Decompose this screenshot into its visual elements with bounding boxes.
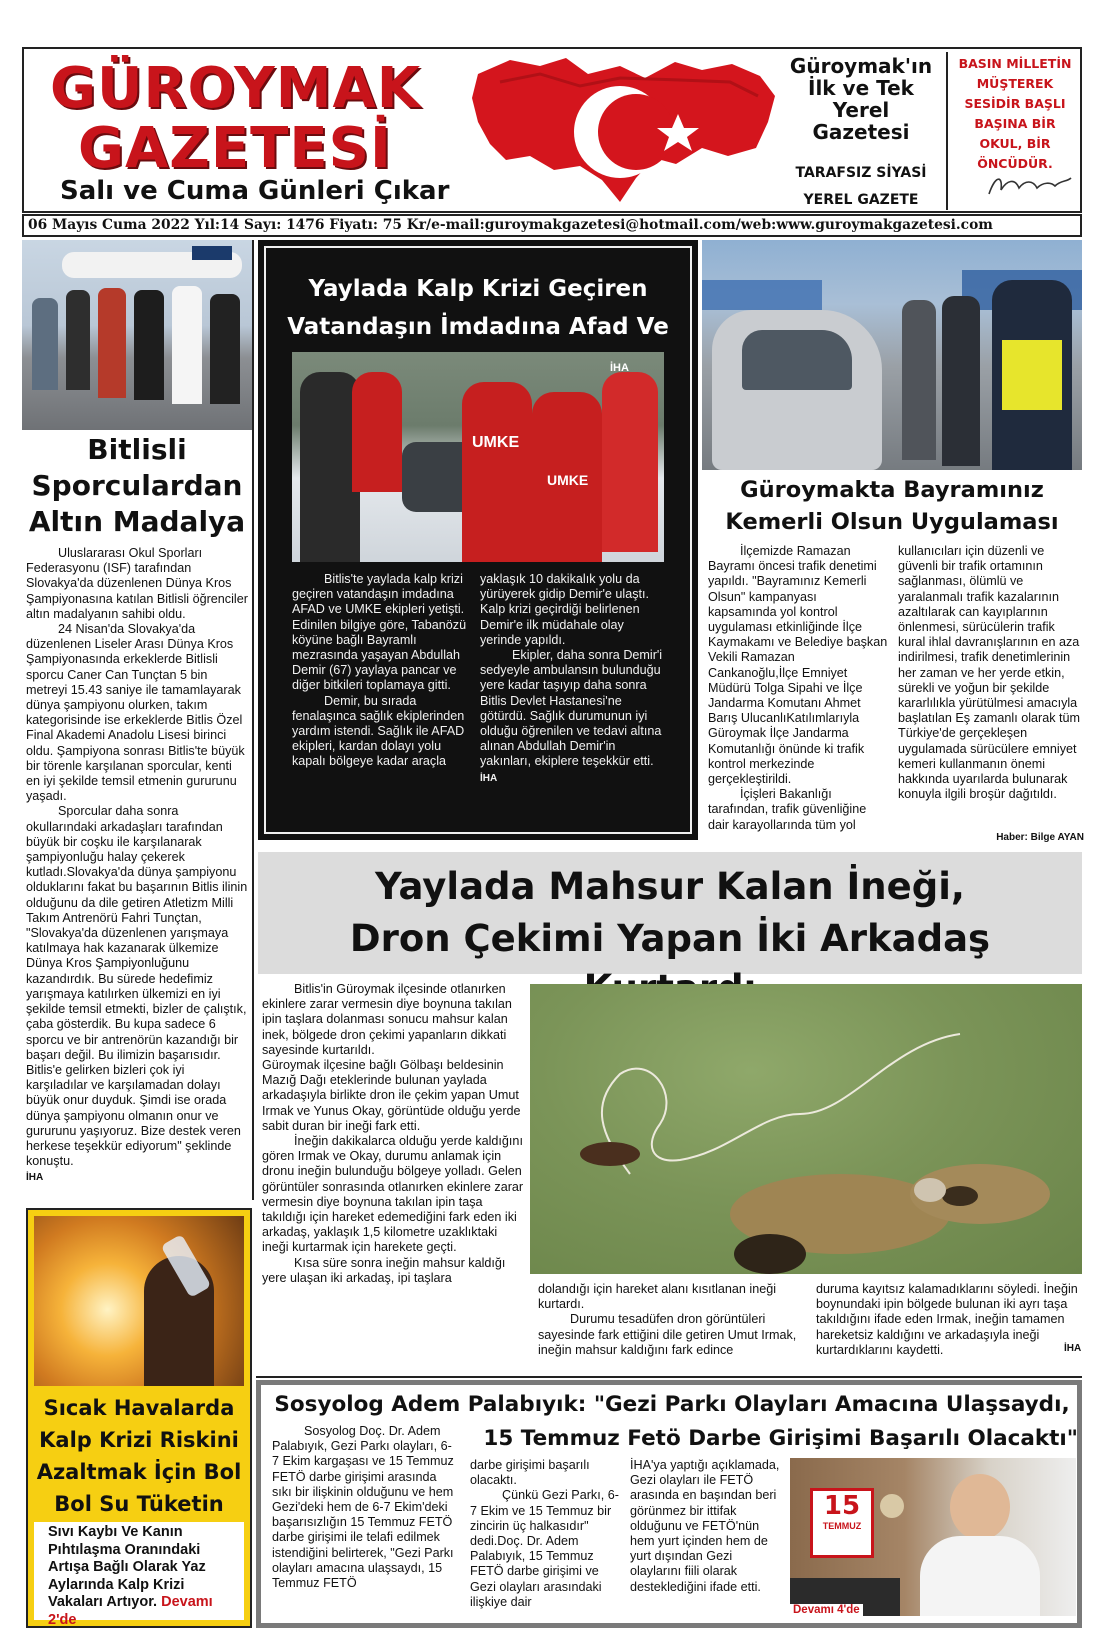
drone-paragraph: Kısa süre sonra ineğin mahsur kaldığı yere ulaşan iki arkadaş, ipi taşlara — [262, 1255, 506, 1285]
afad-rescue-photo — [292, 352, 664, 562]
afad-photo-credit: İHA — [610, 362, 629, 374]
afad-column-1 — [292, 572, 472, 770]
sociologist-column-3 — [630, 1458, 780, 1595]
ataturk-press-quote: BASIN MİLLETİN MÜŞTEREK SESİDİR BAŞLI BAŞINA BİR OKUL, BİR ÖNCÜDÜR. — [958, 56, 1072, 171]
july15-badge-number: 15 — [823, 1491, 861, 1521]
drone-paragraph: dolandığı için hareket alanı kısıtlanan ineği kurtardı. — [538, 1282, 777, 1312]
drone-paragraph: Durumu tesadüfen dron görüntüleri sayesinde fark ettiğini dile getiren Umut Irmak, ineğin mahsur kaldığını fark edince — [538, 1312, 797, 1357]
afad-paragraph: Edinilen bilgiye göre, Tabanözü köyüne bağlı Bayramlı mezrasında yaşayan Abdullah Demir (67) yaylaya pancar ve diğer bitkileri toplamaya gitti. — [292, 617, 467, 693]
afad-paragraph: Ekipler, daha sonra Demir'i sedyeyle ambulansın bulunduğu yere kadar taşıyıp daha sonra Bitlis Devlet Hastanesi'ne götürdü. Sağlık durumunun iyi olduğu öğrenilen ve tedavi altına alınan Abdullah Demir'in yakınları, ekiplere teşekkür etti. — [480, 648, 663, 769]
seatbelt-paragraph: İlçemizde Ramazan Bayramı öncesi trafik denetimi yapıldı. "Bayramınız Kemerli Olsun" kampanyası kapsamında yol kontrol uygulaması etkinliğinde İlçe Kaymakamı ve Belediye başkan Vekili Ramazan Cankanoğlu,İlçe Emniyet Müdürü Tolga Sipahi ve İlçe Jandarma Komutanı Ahmet Barış UlucanlıKatılımlarıyla Güroymak İlçe Jandarma Komutanlığı önünde ki trafik kontrol merkezinde gerçekleştirildi. — [708, 544, 888, 787]
sociologist-rule — [256, 1376, 1082, 1378]
seatbelt-column-1 — [708, 544, 888, 833]
heat-summary — [48, 1524, 238, 1629]
athletes-paragraph: 24 Nisan'da Slovakya'da düzenlenen Liseler Arası Dünya Kros Şampiyonasında erkeklerde Bitlisli sporcu Caner Can Tunçtan 5 bin metreyi 15.43 saniye ile tamamlayarak dünya şampiyonu olurken, takım kategorisinde ise erkeklerde Bitlis Özel Final Akademi Anadolu Lisesi birinci oldu. Şampiyona sonrası Bitlis'te büyük bir törenle karşılanan sporcular, kenti en iyi şekilde temsil etmenin gururunu yaşadı. — [26, 622, 245, 804]
afad-paragraph: Demir, bu sırada fenalaşınca sağlık ekiplerinden yardım istendi. Sağlık ile AFAD ekipleri, kardan dolayı yolu kapalı bölgeye kadar araçla — [292, 693, 465, 769]
sociologist-paragraph: Çünkü Gezi Parkı, 6-7 Ekim ve 15 Temmuz bir zincirin üç halkasıdır" dedi.Doç. Dr. Adem Palabıyık, 15 Temmuz FETÖ darbe girişimi ve Gezi olayları arasındaki ilişkiye dair — [470, 1488, 619, 1609]
ataturk-signature — [985, 170, 1075, 206]
athletes-paragraph: Uluslararası Okul Sporları Federasyonu (ISF) tarafından Slovakya'da düzenlenen Dünya Kros Şampiyonasına katılan Bitlisli öğrenciler altın madalyanın sahibi oldu. — [26, 546, 248, 621]
sociologist-column-2 — [470, 1458, 620, 1610]
sociologist-continued-link[interactable]: Devamı 4'de — [790, 1604, 863, 1616]
sociologist-paragraph: Sosyolog Doç. Dr. Adem Palabıyık, Gezi Parkı olayları, 6-7 Ekim kargaşası ve 15 Temmuz FETÖ darbe girişimi arasında sıkı bir ilişkinin olduğunu ve hem Gezi'deki hem de 6-7 Ekim'deki başarısızlığın 15 Temmuz FETÖ darbe girişimi ile telafi edilmek istendiğini belirterek, "Gezi Parkı olayları amacına ulaşsaydı, 15 Temmuz FETÖ — [272, 1424, 454, 1591]
heat-summary-text: Sıvı Kaybı Ve Kanın Pıhtılaşma Oranındaki Artışa Bağlı Olarak Yaz Aylarında Kalp Krizi Vakaları Artıyor. — [48, 1524, 206, 1610]
drone-paragraph: İneğin dakikalarca olduğu yerde kaldığını gören Irmak ve Okay, durumu anlamak için dronu ineğin bulunduğu bölgeye yolladı. Gelen görüntüler sonrasında otlanırken ekinlere zarar vermesin diye boynuna takılan ipin taşa takıldığı için hareket edemediğini fark eden iki arkadaş, yaklaşık 1,5 kilometre uzaklıktaki ineği kurtarmak için harekete geçti. — [262, 1134, 524, 1255]
publication-schedule: Salı ve Cuma Günleri Çıkar — [60, 176, 450, 206]
drone-paragraph: duruma kayıtsız kalamadıklarını söyledi. İneğin boynundaki ipin bölgede bulunan iki ayrı taşa takıldığını ifade eden Irmak, ineğin tamamen hareketsiz kaldığını ve arkadaşıyla ineği kurtardıklarını kaydetti. — [816, 1282, 1078, 1357]
traffic-check-photo — [702, 240, 1082, 470]
left-column-rule — [252, 240, 254, 1200]
afad-paragraph: yaklaşık 10 dakikalık yolu da yürüyerek gidip Demir'e ulaştı. Kalp krizi geçirdiği belirlenen Demir'e ilk müdahale olay yerinde yapıldı. — [480, 572, 649, 647]
drone-headline-line2: Dron Çekimi Yapan İki Arkadaş — [349, 917, 991, 960]
sociologist-paragraph: İHA'ya yaptığı açıklamada, Gezi olayları ile FETÖ arasında en başından beri görünmez bir ittifak olduğunu ve FETÖ'nün hem yurt içinden hem de yurt dışından Gezi olaylarını fiili olarak desteklediğini ifade etti. — [630, 1458, 780, 1594]
sociologist-portrait-photo — [790, 1458, 1076, 1616]
independent-tagline: TARAFSIZ SİYASİ YEREL GAZETE — [795, 165, 927, 208]
athletes-credit: İHA — [26, 1172, 44, 1184]
drone-column-2 — [538, 1282, 808, 1358]
turkey-flag-map-logo — [470, 52, 780, 212]
heat-headline: Sıcak Havalarda Kalp Krizi Riskini Azaltmak İçin Bol Bol Su Tüketin — [36, 1396, 242, 1516]
athletes-article-body — [26, 546, 248, 1186]
seatbelt-paragraph: kullanıcıları için düzenli ve güvenli bir trafik ortamının sağlanması, ölümlü ve yaralanmalı trafik kazalarının azaltılarak can kayıplarının önlenmesi, sürücülerin trafik kural ihlal davranışlarının en aza indirilmesi, trafik denetimlerinin her zaman ve her yerde etkin, sürekli ve yoğun bir şekilde kararlılıkla yürütülmesi amacıyla başlatılan Eş zamanlı olarak tüm Türkiye'de gerçekleşen uygulamada sürücülere emniyet kemeri kullanmanın önemi hakkında uyarılarda bulunarak konuyla ilgili broşür dağıtıldı. — [898, 544, 1080, 802]
umke-label: UMKE — [472, 434, 520, 451]
drone-paragraph: Bitlis'in Güroymak ilçesinde otlanırken ekinlere zarar vermesin diye boynuna takılan ipin taşlara dolanması sonucu mahsur kalan inek, bölgede dron çekimi yapanların dikkati sayesinde kurtarıldı. — [262, 982, 512, 1057]
drone-column-1 — [262, 982, 524, 1286]
july15-badge-text: TEMMUZ — [822, 1521, 862, 1531]
drone-rope-illustration — [530, 984, 1082, 1274]
july15-badge — [810, 1488, 874, 1558]
seatbelt-column-2 — [898, 544, 1080, 802]
athletes-headline: Bitlisli Sporculardan Altın Madalya — [28, 433, 246, 538]
drone-paragraph: Güroymak ilçesine bağlı Gölbaşı beldesinin Mazığ Dağı eteklerinde bulunan yaylada arkadaşıyla birlikte dron ile çekim yapan Umut Irmak ve Yunus Okay, görüntüde olduğu yerde sabit duran bir ineği fark etti. — [262, 1058, 521, 1133]
heat-continued-link[interactable]: Devamı 2'de — [48, 1594, 213, 1628]
drone-headline-line1: Yaylada Mahsur Kalan İneği, — [375, 865, 965, 908]
drone-credit: İHA — [1064, 1343, 1082, 1354]
drone-column-3 — [816, 1282, 1082, 1358]
masthead-divider — [946, 52, 948, 210]
newspaper-title-line2: GAZETESİ — [78, 116, 392, 181]
afad-paragraph: Bitlis'te yaylada kalp krizi geçiren vatandaşın imdadına AFAD ve UMKE ekipleri yetişti. — [292, 572, 465, 617]
sociologist-paragraph: darbe girişimi başarılı olacaktı. — [470, 1458, 590, 1488]
drinking-water-photo — [34, 1216, 244, 1386]
afad-column-2 — [480, 572, 664, 786]
sociologist-headline-line2: 15 Temmuz Fetö Darbe Girişimi Başarılı Olacaktı" — [483, 1426, 1078, 1451]
first-local-newspaper-claim: Güroymak'ın İlk ve Tek Yerel Gazetesi — [789, 54, 933, 144]
afad-headline: Yaylada Kalp Krizi Geçiren Vatandaşın İmdadına Afad Ve — [287, 276, 669, 340]
afad-credit: İHA — [480, 772, 498, 784]
athletes-paragraph: Sporcular daha sonra okullarındaki arkadaşları tarafından büyük bir coşku ile karşılanarak şampiyonluğu halay çekerek kutladı.Slovakya'da dünya şampiyonu olduklarını fakat bu başarının Bitlis ilinin olduğunu da dile getiren Atletizm Milli Takım Antrenörü Fahri Tunçtan, "Slovakya'da düzenlenen yarışmaya katılmaya hak kazanarak ülkemize Dünya Kros Şampiyonluğunu kazandırdık. Bu sürede hedefimiz yarışmaya katılırken ülkemizi en iyi şekilde temsil etmekti, bizler de çalıştık, çaba gösterdik. Bu kupa sadece 6 sporcu ve bir antrenörün kazandığı bir başarı değil. Bu ilimizin başarısıdır. Bitlis'e gelirken bizleri çok iyi karşıladılar ve karşılamadan dolayı büyük onur duyduk. Şimdi ise orada dünya şampiyonu olmanın onur ve gururunu yaşıyoruz. Bize destek veren herkese teşekkür ediyorum" şeklinde konuştu. — [26, 804, 248, 1169]
drone-cow-photo — [530, 984, 1082, 1274]
newspaper-title-line1: GÜROYMAK — [50, 56, 422, 121]
athletes-airport-photo — [22, 240, 252, 430]
sociologist-column-1 — [272, 1424, 458, 1591]
umke-label-2: UMKE — [547, 472, 589, 488]
seatbelt-credit: Haber: Bilge AYAN — [996, 832, 1084, 843]
dateline-bar: 06 Mayıs Cuma 2022 Yıl:14 Sayı: 1476 Fiyatı: 75 Kr/e-mail:guroymakgazetesi@hotmail.com/web:www.guroymakgazetesi.com — [22, 214, 1082, 237]
seatbelt-paragraph: İçişleri Bakanlığı tarafından, trafik güvenliğine dair karayollarında tüm yol — [708, 787, 867, 832]
sociologist-headline-line1: Sosyolog Adem Palabıyık: "Gezi Parkı Olayları Amacına Ulaşsaydı, — [274, 1392, 1070, 1417]
seatbelt-headline: Güroymakta Bayramınız Kemerli Olsun Uygulaması — [725, 477, 1059, 535]
